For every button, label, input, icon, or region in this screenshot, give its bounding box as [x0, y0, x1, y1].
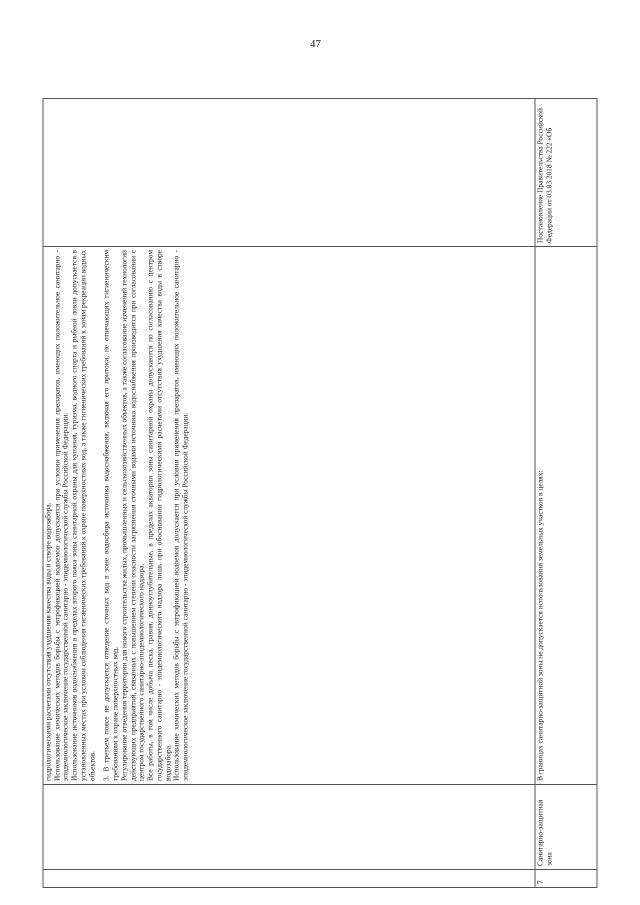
regulation-paragraph: Все работы, в том числе добыча песка, гравия, донноуглубительные, в пределах акватории зоны санитарной охраны допускаются по согласованию с центром государственного санитарно - эпидемиологического надзора лишь при обосновании гидрологическими расчетами отсутствия ухудшения качества воды в створе водозабора.	[145, 250, 173, 781]
row-number-cell	[43, 870, 535, 888]
regulation-paragraph: Использование химических методов борьбы с эвтрофикацией водоемов допускается при условии применения препаратов, имеющих положительное санитарно - эпидемиологическое заключение государственной санитарно - эпидемиологической службы Российской Федерации.	[171, 250, 190, 781]
regulation-paragraph: Регулирование отведения территории для нового строительства жилых, промышленных и сельскохозяйственных объектов, а также согласование изменений технологий действующих предприятий, связанных с повышением степени опасности загрязнения сточными водами источника водоснабжения производится при согласовании с центром государственного санитарно-эпидемиологического надзора.	[119, 250, 146, 781]
zones-table	[43, 98, 598, 888]
zone-name-cell: Санитарно-защитная зона	[535, 785, 597, 870]
regulation-text-cell	[43, 247, 535, 785]
regulation-text-cell	[535, 247, 597, 785]
rotated-table-container	[43, 98, 598, 888]
regulation-paragraph: Использование источников водоснабжения в пределах второго пояса зоны санитарной охраны для купания, туризма, водного спорта и рыбной ловли допускается в установленных местах при условии соблюдения гигиенических требований к охране поверхностных вод, а также гигиенических требований к зонам рекреации водных объектов.	[69, 250, 97, 781]
row-number-cell: 7	[535, 870, 597, 888]
regulation-paragraph: В границах санитарно-защитной зоны не допускается использования земельных участков в целях:	[535, 470, 545, 781]
page-number: 47	[310, 38, 321, 50]
source-document-cell	[43, 99, 535, 247]
table-row	[535, 99, 597, 888]
regulation-paragraph: гидрологическими расчетами отсутствия ухудшения качества воды в створе водозабора.	[43, 502, 53, 781]
regulation-paragraph: 3. В третьем поясе не допускается отведение сточных вод в зоне водосбора источника водоснабжения, включая его притоки, не отвечающих гигиеническим требованиям к охране поверхностных вод.	[101, 250, 120, 781]
table-row	[43, 99, 535, 888]
zone-name-cell	[43, 785, 535, 870]
regulation-paragraph: Использование химических методов борьбы с эвтрофикацией водоемов допускается при условии применения препаратов, имеющих положительное санитарно - эпидемиологическое заключение государственной санитарно - эпидемиологической службы Российской Федерации.	[52, 250, 70, 781]
source-document-cell: Постановление Правительства Российской Федерации от 03.03.2018 № 222 «Об	[535, 99, 597, 247]
